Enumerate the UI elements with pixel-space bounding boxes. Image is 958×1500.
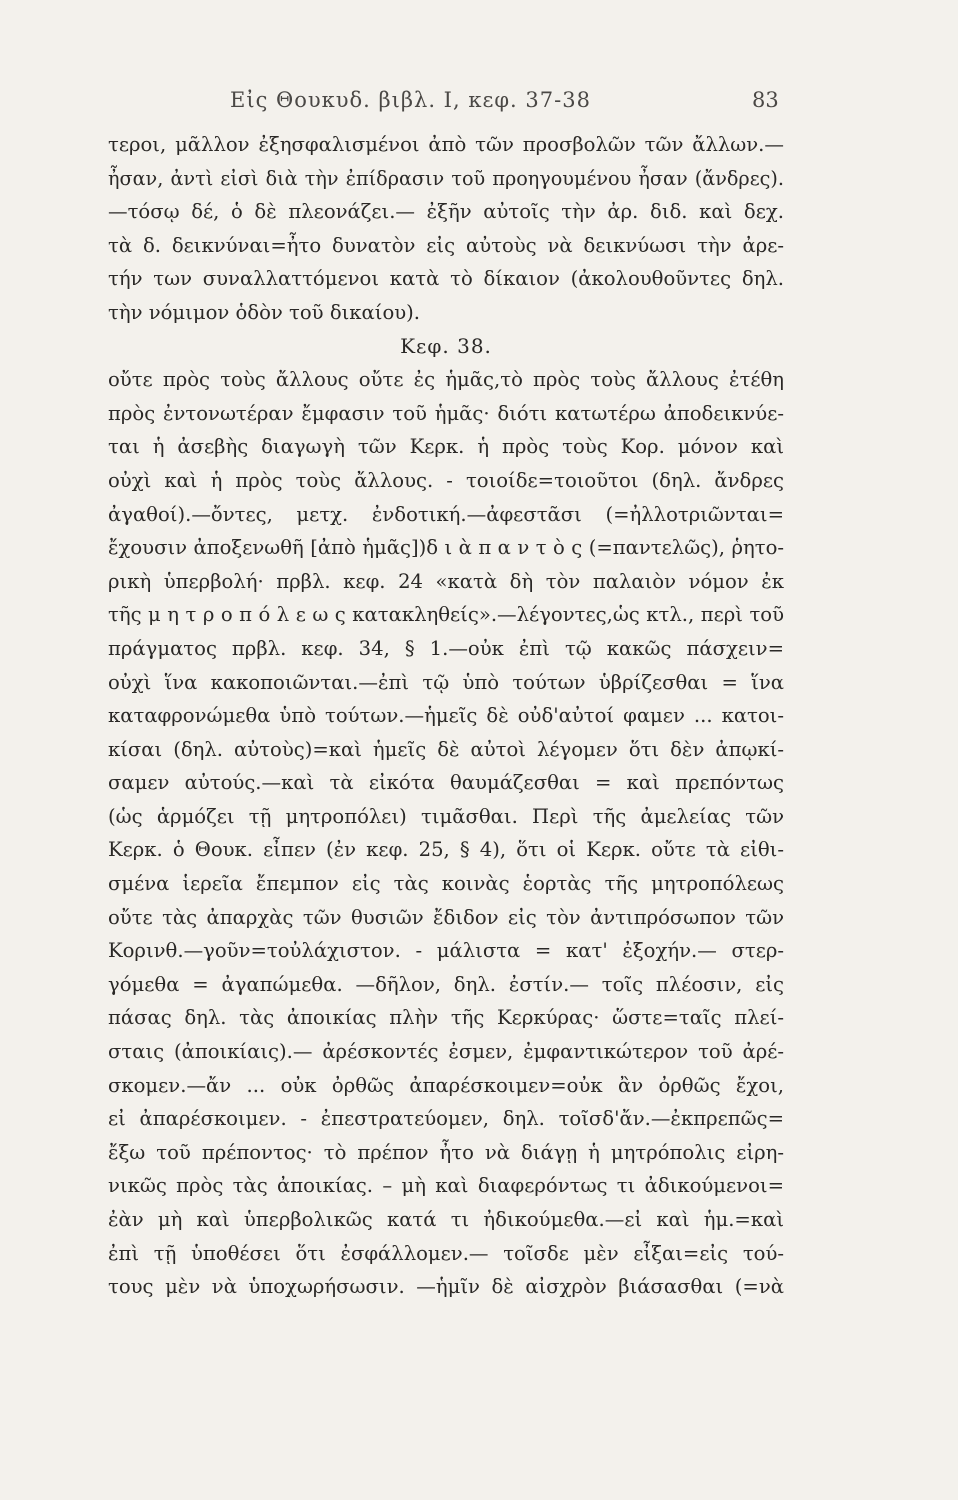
text-line: νικῶς πρὸς τὰς ἀποικίας. – μὴ καὶ διαφερόντως τι ἀδικούμενοι= [108,1174,784,1198]
text-line: εἰ ἀπαρέσκοιμεν. - ἐπεστρατεύομεν, δηλ. τοῖσδ'ἄν.—ἐκπρεπῶς= [108,1107,784,1131]
text-line: ἔχουσιν ἀποξενωθῆ [ἀπὸ ἡμᾶς])δ ι ὰ π α ν τ ὸ ς (=παντελῶς), ῥητο- [108,536,784,560]
text-line: σταις (ἀποικίαις).— ἀρέσκοντές ἐσμεν, ἐμφαντικώτερον τοῦ ἀρέ- [108,1040,784,1064]
commentary-text [108,128,784,1304]
text-line: ται ἡ ἀσεβὴς διαγωγὴ τῶν Κερκ. ἡ πρὸς τοὺς Κορ. μόνον καὶ [108,435,784,459]
text-line: (ὡς ἁρμόζει τῇ μητροπόλει) τιμᾶσθαι. Περὶ τῆς ἀμελείας τῶν [108,804,784,828]
text-line: Κερκ. ὁ Θουκ. εἶπεν (ἐν κεφ. 25, § 4), ὅτι οἱ Κερκ. οὔτε τὰ εἰθι- [108,838,784,862]
text-line: οὐχὶ καὶ ἡ πρὸς τοὺς ἄλλους. - τοιοίδε=τοιοῦτοι (δηλ. ἄνδρες [108,468,784,492]
text-line: τῆς μ η τ ρ ο π ό λ ε ω ς κατακληθείς».—λέγοντες,ὡς κτλ., περὶ τοῦ [108,603,784,627]
text-line: τὴν νόμιμον ὁδὸν τοῦ δικαίου). [108,300,421,324]
text-line: οὔτε τὰς ἀπαρχὰς τῶν θυσιῶν ἔδιδον εἰς τὸν ἀντιπρόσωπον τῶν [108,905,784,929]
running-title: Εἰς Θουκυδ. βιβλ. I, κεφ. 37-38 [230,88,591,112]
text-line: καταφρονώμεθα ὑπὸ τούτων.—ἡμεῖς δὲ οὐδ'αὐτοί φαμεν ... κατοι- [108,704,784,728]
page-number: 83 [752,88,779,112]
text-line: πάσας δηλ. τὰς ἀποικίας πλὴν τῆς Κερκύρας· ὥστε=ταῖς πλεί- [108,1006,784,1030]
text-line: τους μὲν νὰ ὑποχωρήσωσιν. —ἡμῖν δὲ αἰσχρὸν βιάσασθαι (=νὰ [108,1275,784,1299]
text-line: οὔτε πρὸς τοὺς ἄλλους οὔτε ἐς ἡμᾶς,τὸ πρὸς τοὺς ἄλλους ἐτέθη [108,368,784,392]
text-line: ἀγαθοί).—ὄντες, μετχ. ἐνδοτική.—ἀφεστᾶσι (=ἠλλοτριῶνται= [108,502,784,526]
text-line: ἦσαν, ἀντὶ εἰσὶ διὰ τὴν ἐπίδρασιν τοῦ προηγουμένου ἦσαν (ἄνδρες). [108,166,784,190]
running-head [0,88,958,118]
text-line: Κορινθ.—γοῦν=τοὐλάχιστον. - μάλιστα = κατ' ἐξοχήν.— στερ- [108,939,784,963]
text-line: ἔξω τοῦ πρέποντος· τὸ πρέπον ἦτο νὰ διάγῃ ἡ μητρόπολις εἰρη- [108,1140,784,1164]
text-line: ἐὰν μὴ καὶ ὑπερβολικῶς κατά τι ἠδικούμεθα.—εἰ καὶ ἡμ.=καὶ [108,1208,784,1231]
text-line: γόμεθα = ἀγαπώμεθα. —δῆλον, δηλ. ἐστίν.— τοῖς πλέοσιν, εἰς [108,972,784,996]
text-line: πρὸς ἐντονωτέραν ἔμφασιν τοῦ ἡμᾶς· διότι κατωτέρω ἀποδεικνύε- [108,401,784,425]
chapter-heading: Κεφ. 38. [400,333,492,358]
text-line: ρικὴ ὑπερβολή· πρβλ. κεφ. 24 «κατὰ δὴ τὸν παλαιὸν νόμον ἐκ [108,569,784,593]
text-line: οὐχὶ ἵνα κακοποιῶνται.—ἐπὶ τῷ ὑπὸ τούτων ὑβρίζεσθαι = ἵνα [108,670,784,694]
text-line: σκομεν.—ἄν ... οὐκ ὀρθῶς ἀπαρέσκοιμεν=οὐκ ἂν ὀρθῶς ἔχοι, [108,1073,784,1097]
text-line: σμένα ἱερεῖα ἔπεμπον εἰς τὰς κοινὰς ἑορτὰς τῆς μητροπόλεως [108,872,784,896]
text-line: τήν των συναλλαττόμενοι κατὰ τὸ δίκαιον (ἀκολουθοῦντες δηλ. [108,267,784,291]
text-line: —τόσῳ δέ, ὁ δὲ πλεονάζει.— ἐξῆν αὐτοῖς τὴν ἀρ. διδ. καὶ δεχ. [108,200,784,224]
text-line: ἐπὶ τῇ ὑποθέσει ὅτι ἐσφάλλομεν.— τοῖσδε μὲν εἶξαι=εἰς τού- [108,1241,784,1265]
text-line: πράγματος πρβλ. κεφ. 34, § 1.—οὐκ ἐπὶ τῷ κακῶς πάσχειν= [108,636,784,660]
text-line: σαμεν αὐτούς.—καὶ τὰ εἰκότα θαυμάζεσθαι = καὶ πρεπόντως [108,771,784,795]
text-line: τεροι, μᾶλλον ἐξησφαλισμένοι ἀπὸ τῶν προσβολῶν τῶν ἄλλων.— [108,133,784,156]
text-line: τὰ δ. δεικνύναι=ἦτο δυνατὸν εἰς αὐτοὺς νὰ δεικνύωσι τὴν ἀρε- [108,233,784,257]
text-line: κίσαι (δηλ. αὐτοὺς)=καὶ ἡμεῖς δὲ αὐτοὶ λέγομεν ὅτι δὲν ἀπῳκί- [108,737,784,761]
